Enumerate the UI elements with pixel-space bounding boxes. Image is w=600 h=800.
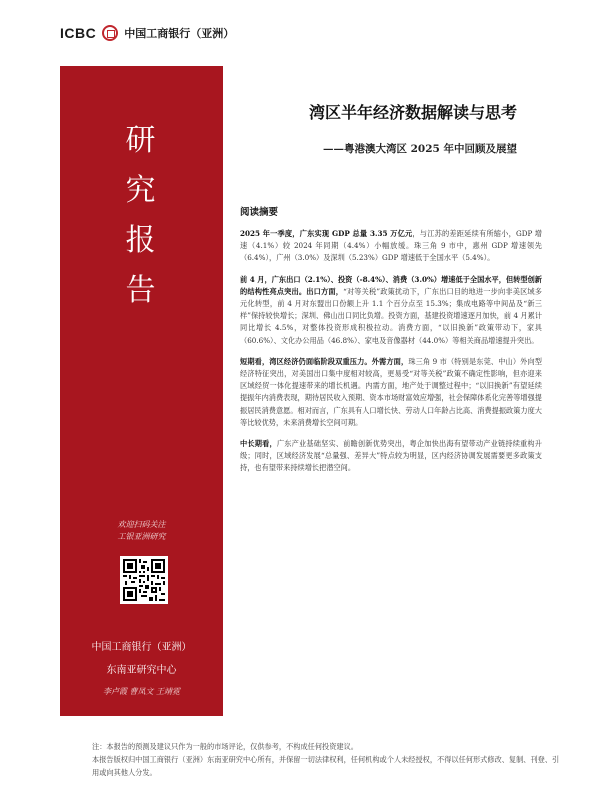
bank-name: 中国工商银行（亚洲） [124,27,235,40]
icbc-logo-text: ICBC [60,25,97,41]
icbc-logo-icon [102,25,118,41]
report-title: 湾区半年经济数据解读与思考 [308,103,517,122]
qr-code-icon[interactable] [120,556,168,604]
summary-paragraph-3 [240,356,542,429]
org-name: 中国工商银行（亚洲） [91,642,192,653]
header [60,22,234,44]
summary-paragraph-1 [240,228,542,265]
report-type-char-1: 研 [125,123,158,158]
paragraph-2-lead: 前 4 月，广东出口（2.1%）、投资（-8.4%）、消费（3.0%）增速低于全国水平，但转型创新的结构性亮点突出。出口方面， [240,274,542,296]
paragraph-3-body: 珠三角 9 市（特别是东莞、中山）外向型经济特征突出，对美国出口集中度相对较高，更易受“对等关税”政策不确定性影响，但亦迎来区域经贸一体化提速带来的增长机遇。内需方面，地产处于调整过程中；“以旧换新”有望延续提振年内消费表现，期待居民收入预期、资本市场财富效应增强，社会保障体系化完善等增强提振居民消费意愿。相对而言，广东具有人口增长快、劳动人口年龄占比高、消费提振政策力度大等比较优势，未来消费增长空间可期。 [240,356,542,427]
disclaimer-line-2: 本报告版权归中国工商银行（亚洲）东南亚研究中心所有，并保留一切法律权利，任何机构或个人未经授权，不得以任何形式修改、复制、刊登、引用或向其他人分发。 [92,755,560,777]
scan-prompt-line-1: 欢迎扫码关注 [117,520,166,529]
paragraph-2-body: “对等关税”政策扰动下，广东出口目的地进一步向非美区域多元化转型，前 4 月对东盟出口份额上升 1.1 个百分点至 15.3%；集成电路等中间品及“新三样”保持较快增长；深圳、佛山出口同比负增。投资方面，基建投资增速逐月加快，前 4 月累计同比增长 4.5%，对整体投资形成积极拉动。消费方面，“以旧换新”政策带动下，家具（60.6%）、文化办公用品（46.8%）、家电及音像器材（44.0%）等相关商品增速提升突出。 [240,286,542,345]
sidebar [60,66,223,716]
summary-paragraph-2 [240,274,542,347]
report-type-char-4: 告 [125,273,158,308]
report-subtitle: ——粤港澳大湾区 2025 年中回顾及展望 [322,143,517,155]
paragraph-3-lead: 短期看，湾区经济仍面临阶段双重压力。外需方面， [240,356,409,366]
summary-heading: 阅读摘要 [240,207,279,218]
paragraph-1-lead: 2025 年一季度，广东实现 GDP 总量 3.35 万亿元 [240,229,413,238]
report-type-char-3: 报 [125,223,158,258]
paragraph-4-lead: 中长期看， [240,439,277,449]
paragraph-4-body: 广东产业基础坚实、前瞻创新优势突出，粤企加快出海有望带动产业链持续重构升级；同时，区域经济发展“总量强、差异大”特点较为明显，区内经济协调发展需要更多政策支持，也有望带来持续增长把潜空间。 [240,439,542,473]
paragraph-1-body: ，与江苏的差距延续有所缩小，GDP 增速（4.1%）较 2024 年同期（4.4%）小幅放缓。珠三角 9 市中，惠州 GDP 增速领先（6.4%），广州（3.0%）及深圳（5.23%）GDP 增速低于全国水平（5.4%）。 [240,229,542,263]
disclaimer-footer [92,740,562,779]
authors: 李卢霞 曹凤文 王靖霓 [102,687,181,696]
title-block [232,100,552,156]
summary-paragraph-4 [240,438,542,475]
report-type-vertical [60,116,223,316]
research-center-name: 东南亚研究中心 [106,665,177,676]
scan-prompt-line-2: 工银亚洲研究 [117,532,166,541]
disclaimer-line-1: 注：本报告的预测及建议只作为一般的市场评论，仅供参考，不构成任何投资建议。 [92,742,358,751]
report-type-char-2: 究 [125,173,158,208]
scan-prompt [60,519,223,543]
summary-section [240,204,542,484]
